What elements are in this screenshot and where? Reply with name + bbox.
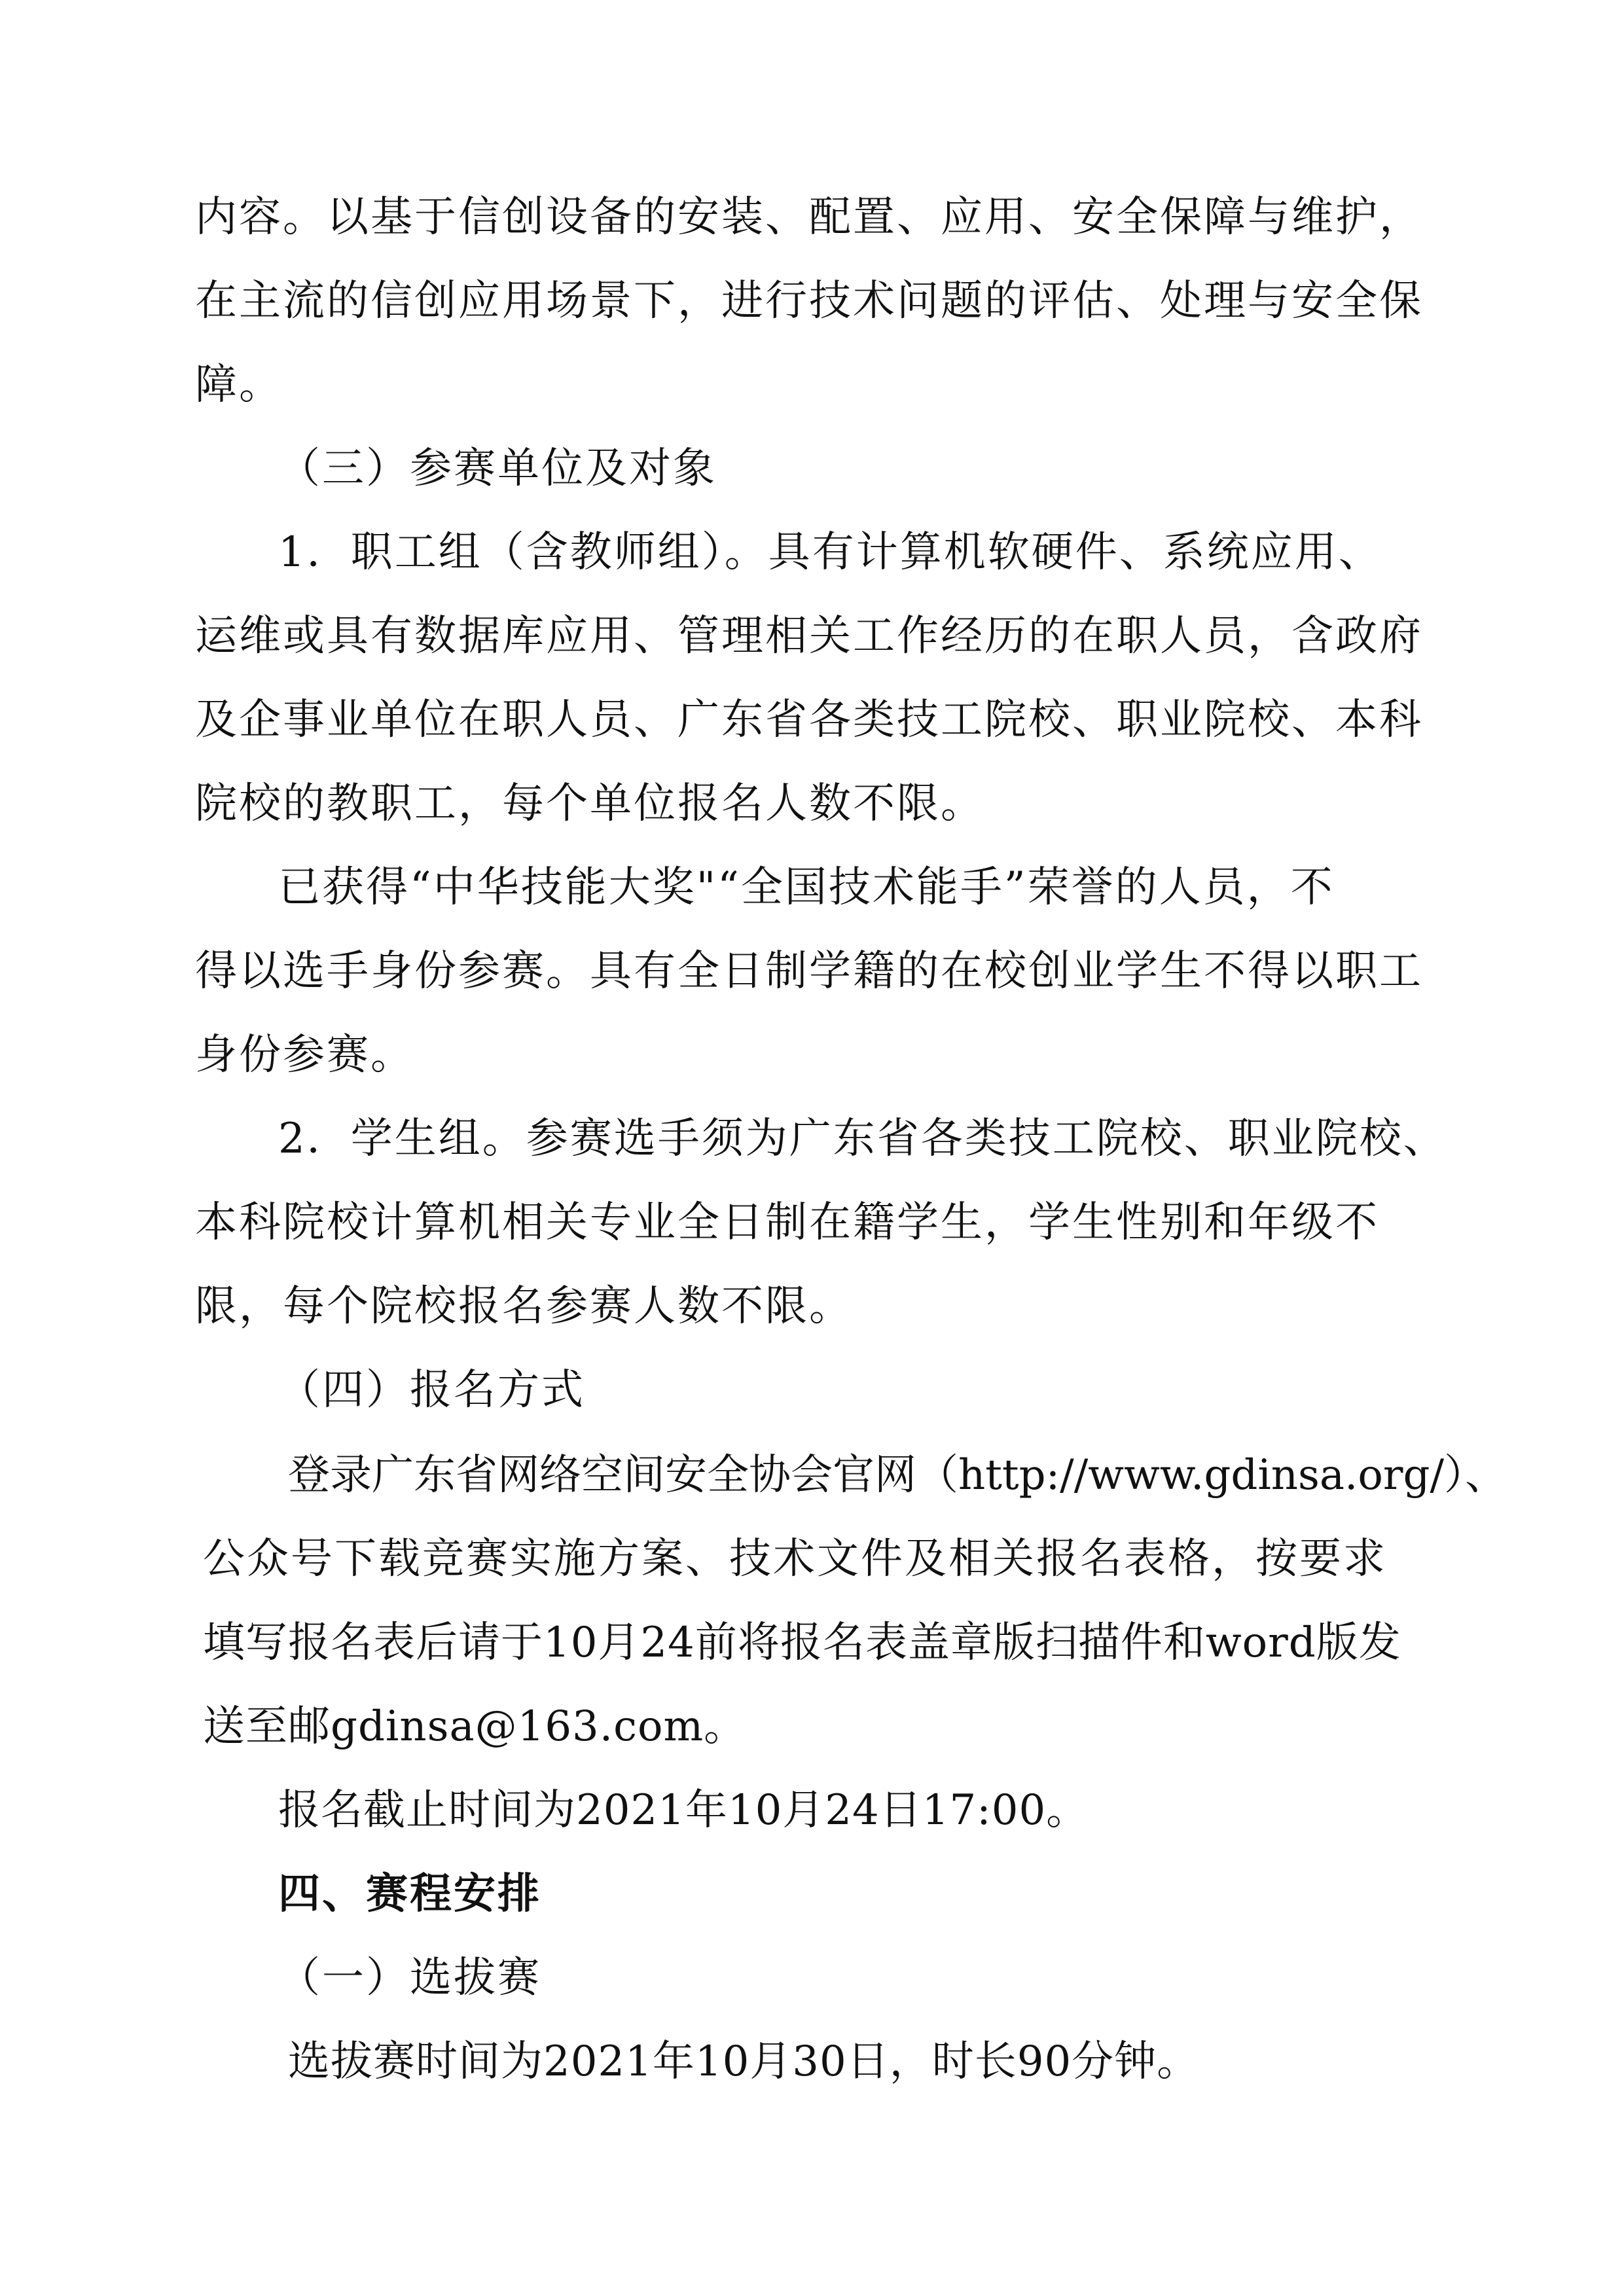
paragraph-line: 填写报名表后请于10月24前将报名表盖章版扫描件和word版发 <box>203 1619 1401 1667</box>
paragraph-line: 得以选手身份参赛。具有全日制学籍的在校创业学生不得以职工 <box>195 947 1423 996</box>
paragraph-line: 内容。以基于信创设备的安装、配置、应用、安全保障与维护， <box>195 193 1423 242</box>
subsection-heading: （三）参赛单位及对象 <box>278 444 717 493</box>
paragraph-line: 公众号下载竞赛实施方案、技术文件及相关报名表格，按要求 <box>203 1535 1387 1583</box>
paragraph-line: 送至邮gdinsa@163.com。 <box>203 1702 747 1751</box>
paragraph-line: 已获得“中华技能大奖"“全国技术能手”荣誉的人员，不 <box>278 863 1335 912</box>
paragraph-line: 在主流的信创应用场景下，进行技术问题的评估、处理与安全保 <box>195 277 1423 325</box>
paragraph-line: 限，每个院校报名参赛人数不限。 <box>195 1282 853 1331</box>
subsection-heading: （四）报名方式 <box>278 1366 585 1414</box>
paragraph-line: 1．职工组（含教师组）。具有计算机软硬件、系统应用、 <box>278 528 1382 577</box>
paragraph-line: 2．学生组。参赛选手须为广东省各类技工院校、职业院校、 <box>278 1115 1447 1163</box>
paragraph-line: 身份参赛。 <box>195 1031 414 1079</box>
paragraph-line: 本科院校计算机相关专业全日制在籍学生，学生性别和年级不 <box>195 1198 1379 1247</box>
paragraph-line: 登录广东省网络空间安全协会官网（http://www.gdinsa.org/）、 <box>288 1451 1507 1499</box>
paragraph-line: 报名截止时间为2021年10月24日17:00。 <box>278 1786 1089 1835</box>
paragraph-line: 院校的教职工，每个单位报名人数不限。 <box>195 780 984 828</box>
paragraph-line: 运维或具有数据库应用、管理相关工作经历的在职人员，含政府 <box>195 612 1423 660</box>
paragraph-line: 及企事业单位在职人员、广东省各类技工院校、职业院校、本科 <box>195 696 1423 744</box>
subsection-heading: （一）选拔赛 <box>278 1954 541 2002</box>
paragraph-line: 障。 <box>195 361 283 409</box>
paragraph-line: 选拔赛时间为2021年10月30日，时长90分钟。 <box>288 2037 1200 2086</box>
section-heading: 四、赛程安排 <box>278 1869 541 1918</box>
